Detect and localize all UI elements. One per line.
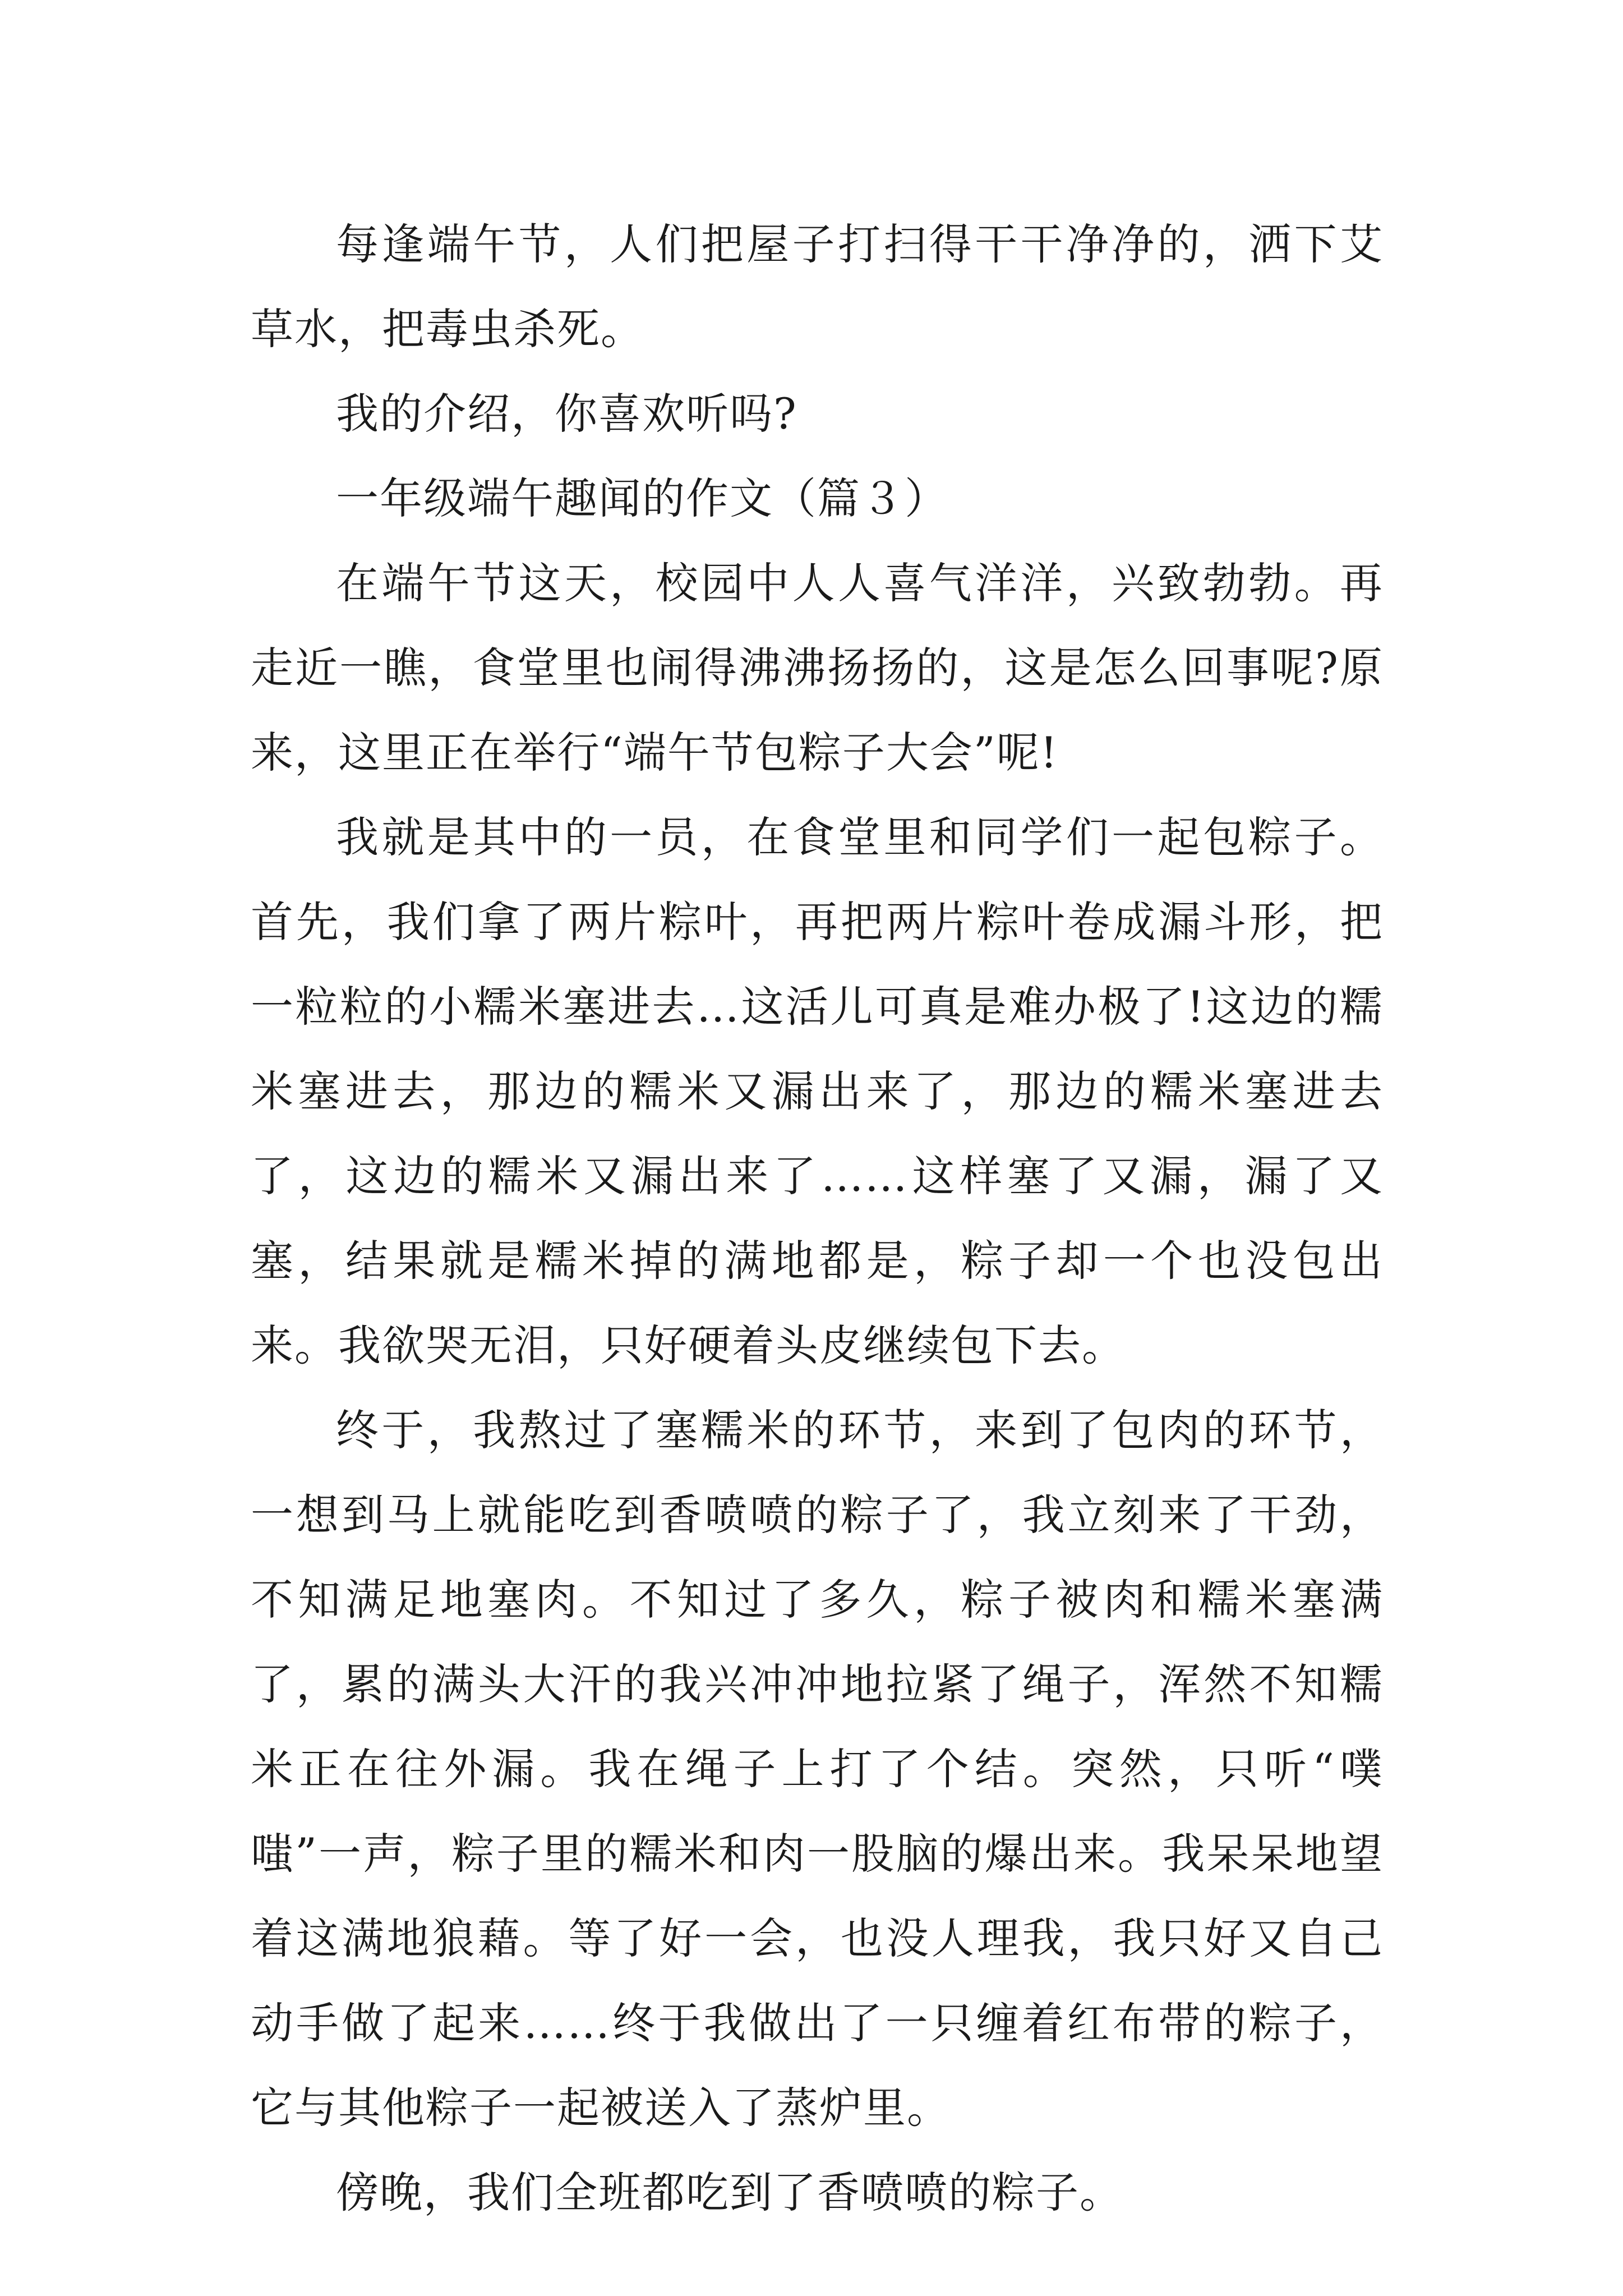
paragraph-school-event: 在端午节这天，校园中人人喜气洋洋，兴致勃勃。再走近一瞧，食堂里也闹得沸沸扬扬的，这是怎么回事呢?原来，这里正在举行“端午节包粽子大会”呢! — [251, 558, 1384, 777]
essay-heading: 一年级端午趣闻的作文（篇３） — [336, 473, 948, 523]
paragraph-question: 我的介绍，你喜欢听吗? — [336, 389, 797, 439]
document-body — [251, 202, 1384, 2235]
paragraph-wrapping-rice: 我就是其中的一员，在食堂里和同学们一起包粽子。首先，我们拿了两片粽叶，再把两片粽叶卷成漏斗形，把一粒粒的小糯米塞进去…这活儿可真是难办极了!这边的糯米塞进去，那边的糯米又漏出来了，那边的糯米塞进去了，这边的糯米又漏出来了……这样塞了又漏，漏了又塞，结果就是糯米掉的满地都是，粽子却一个也没包出来。我欲哭无泪，只好硬着头皮继续包下去。 — [251, 812, 1384, 1370]
paragraph-evening: 傍晚，我们全班都吃到了香喷喷的粽子。 — [336, 2168, 1123, 2217]
paragraph-adding-meat: 终于，我熬过了塞糯米的环节，来到了包肉的环节，一想到马上就能吃到香喷喷的粽子了，我立刻来了干劲，不知满足地塞肉。不知过了多久，粽子被肉和糯米塞满了，累的满头大汗的我兴冲冲地拉紧了绳子，浑然不知糯米正在往外漏。我在绳子上打了个结。突然，只听“噗嗤”一声，粽子里的糯米和肉一股脑的爆出来。我呆呆地望着这满地狼藉。等了好一会，也没人理我，我只好又自己动手做了起来……终于我做出了一只缠着红布带的粽子，它与其他粽子一起被送入了蒸炉里。 — [251, 1405, 1384, 2133]
paragraph-intro-custom: 每逢端午节，人们把屋子打扫得干干净净的，洒下艾草水，把毒虫杀死。 — [251, 219, 1384, 354]
